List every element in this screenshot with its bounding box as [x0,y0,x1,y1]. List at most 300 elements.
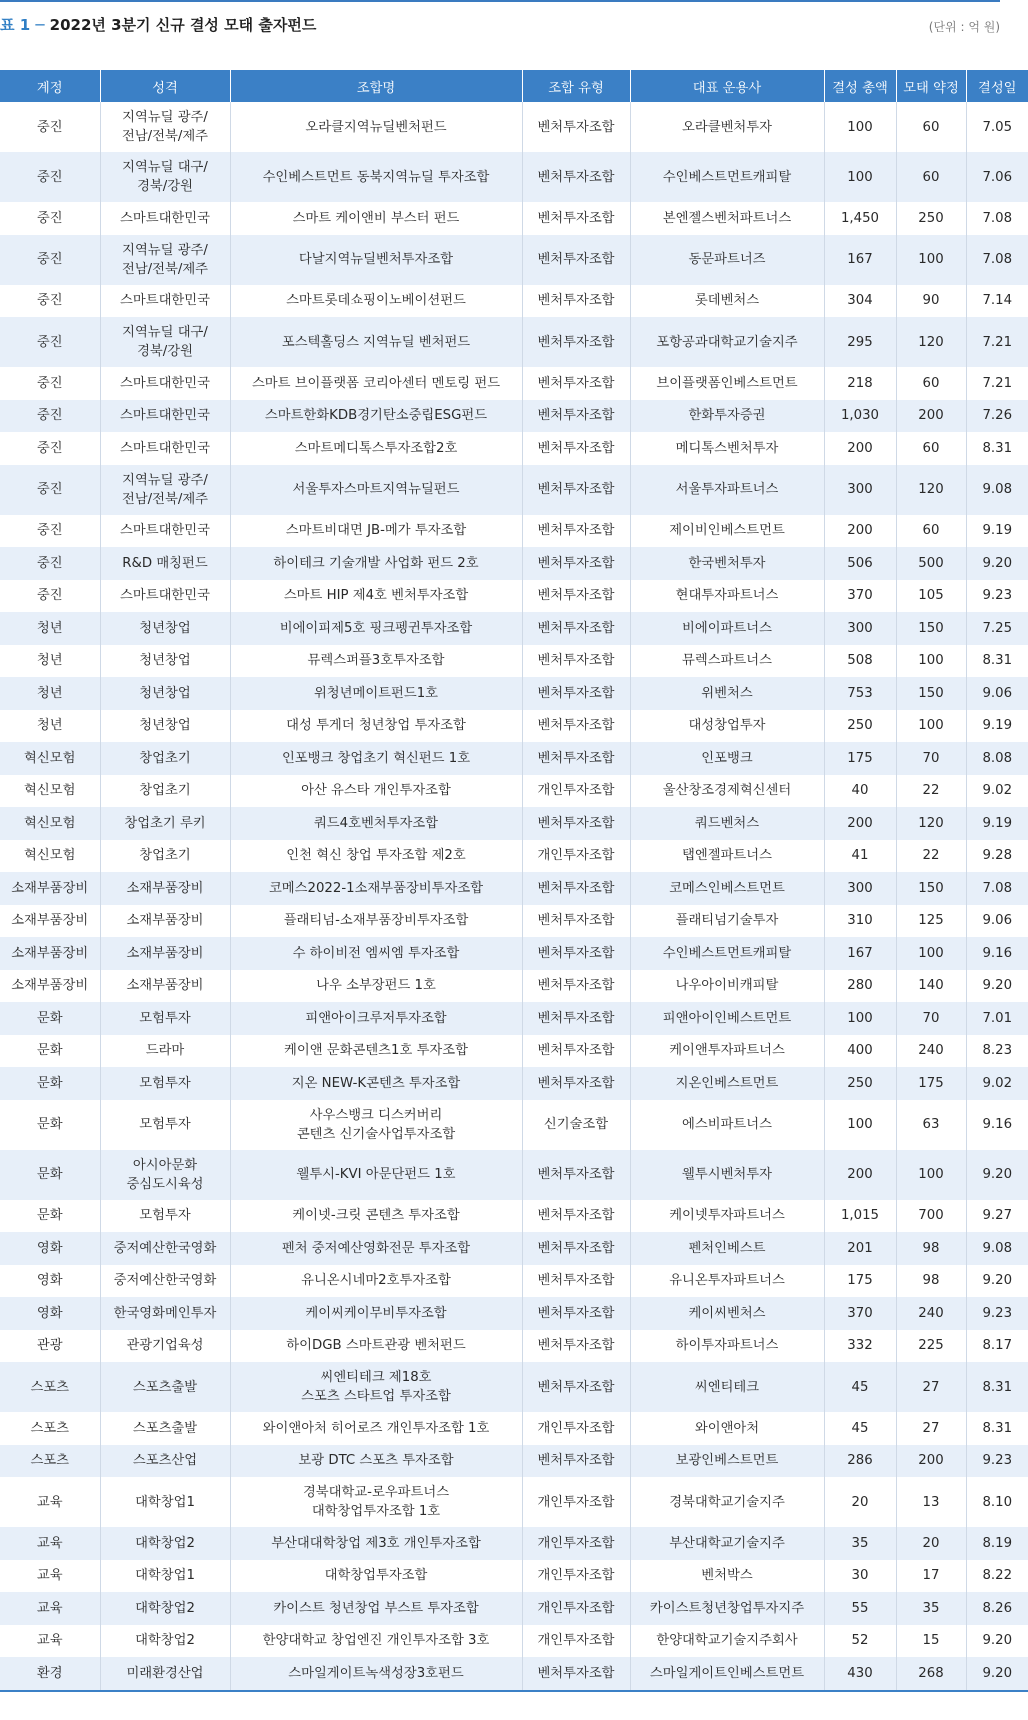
fund-name-cell: 위청년메이트펀드1호 [230,677,522,710]
date-cell: 9.20 [966,1657,1028,1691]
fund-kind-cell: 벤처투자조합 [522,1445,630,1478]
manager-cell: 플래티넘기술투자 [630,905,824,938]
total-cell: 167 [824,937,896,970]
manager-cell: 제이비인베스트먼트 [630,515,824,548]
date-cell: 7.21 [966,317,1028,367]
account-cell: 중진 [0,202,100,235]
fund-name-cell: 하이DGB 스마트관광 벤처펀드 [230,1330,522,1363]
type-cell: 대학창업2 [100,1592,230,1625]
date-cell: 7.25 [966,612,1028,645]
type-cell: 중저예산한국영화 [100,1265,230,1298]
type-cell: 소재부품장비 [100,937,230,970]
fund-kind-cell: 벤처투자조합 [522,152,630,202]
type-cell: 창업초기 [100,742,230,775]
fund-kind-cell: 벤처투자조합 [522,317,630,367]
col-header-type: 성격 [100,70,230,102]
fund-kind-cell: 벤처투자조합 [522,465,630,515]
manager-cell: 위벤처스 [630,677,824,710]
total-cell: 430 [824,1657,896,1691]
type-cell: 스마트대한민국 [100,202,230,235]
commitment-cell: 120 [896,807,966,840]
fund-kind-cell: 개인투자조합 [522,1527,630,1560]
table-row [0,612,1028,645]
fund-name-cell: 한양대학교 창업엔진 개인투자조합 3호 [230,1625,522,1658]
commitment-cell: 200 [896,400,966,433]
manager-cell: 본엔젤스벤처파트너스 [630,202,824,235]
account-cell: 환경 [0,1657,100,1691]
type-cell: 스포츠산업 [100,1445,230,1478]
fund-kind-cell: 벤처투자조합 [522,547,630,580]
manager-cell: 경북대학교기술지주 [630,1477,824,1527]
date-cell: 9.23 [966,1445,1028,1478]
total-cell: 508 [824,645,896,678]
manager-cell: 비에이파트너스 [630,612,824,645]
manager-cell: 울산창조경제혁신센터 [630,775,824,808]
date-cell: 9.20 [966,1625,1028,1658]
date-cell: 8.23 [966,1035,1028,1068]
date-cell: 9.27 [966,1200,1028,1233]
total-cell: 200 [824,1150,896,1200]
manager-cell: 쿼드벤처스 [630,807,824,840]
account-cell: 영화 [0,1232,100,1265]
type-cell: 스마트대한민국 [100,432,230,465]
fund-name-cell: 서울투자스마트지역뉴딜펀드 [230,465,522,515]
commitment-cell: 60 [896,102,966,152]
header-row [0,70,1028,102]
fund-name-cell: 와이앤아처 히어로즈 개인투자조합 1호 [230,1412,522,1445]
table-row [0,937,1028,970]
total-cell: 35 [824,1527,896,1560]
table-row [0,1035,1028,1068]
fund-name-cell: 오라클지역뉴딜벤처펀드 [230,102,522,152]
table-row [0,400,1028,433]
manager-cell: 코메스인베스트먼트 [630,872,824,905]
commitment-cell: 150 [896,612,966,645]
commitment-cell: 98 [896,1265,966,1298]
fund-kind-cell: 벤처투자조합 [522,742,630,775]
account-cell: 교육 [0,1560,100,1593]
account-cell: 중진 [0,235,100,285]
fund-name-cell: 대성 투게더 청년창업 투자조합 [230,710,522,743]
date-cell: 7.14 [966,285,1028,318]
commitment-cell: 100 [896,645,966,678]
date-cell: 8.17 [966,1330,1028,1363]
account-cell: 소재부품장비 [0,905,100,938]
fund-kind-cell: 벤처투자조합 [522,677,630,710]
table-row [0,465,1028,515]
type-cell: 관광기업육성 [100,1330,230,1363]
fund-kind-cell: 벤처투자조합 [522,1330,630,1363]
table-row [0,235,1028,285]
table-row [0,1527,1028,1560]
account-cell: 교육 [0,1527,100,1560]
fund-kind-cell: 벤처투자조합 [522,285,630,318]
table-row [0,677,1028,710]
table-row [0,1100,1028,1150]
commitment-cell: 60 [896,432,966,465]
date-cell: 9.23 [966,580,1028,613]
date-cell: 9.19 [966,807,1028,840]
manager-cell: 한국벤처투자 [630,547,824,580]
manager-cell: 서울투자파트너스 [630,465,824,515]
date-cell: 7.08 [966,202,1028,235]
fund-name-cell: 사우스뱅크 디스커버리 콘텐츠 신기술사업투자조합 [230,1100,522,1150]
account-cell: 중진 [0,515,100,548]
table-row [0,580,1028,613]
commitment-cell: 120 [896,465,966,515]
total-cell: 310 [824,905,896,938]
fund-name-cell: 스마트 브이플랫폼 코리아센터 멘토링 펀드 [230,367,522,400]
total-cell: 100 [824,1100,896,1150]
date-cell: 9.02 [966,775,1028,808]
date-cell: 7.08 [966,872,1028,905]
fund-kind-cell: 벤처투자조합 [522,580,630,613]
date-cell: 7.06 [966,152,1028,202]
date-cell: 9.23 [966,1297,1028,1330]
type-cell: 대학창업2 [100,1625,230,1658]
fund-name-cell: 하이테크 기술개발 사업화 펀드 2호 [230,547,522,580]
commitment-cell: 63 [896,1100,966,1150]
type-cell: 스포츠출발 [100,1362,230,1412]
date-cell: 9.06 [966,677,1028,710]
manager-cell: 웰투시벤처투자 [630,1150,824,1200]
manager-cell: 오라클벤처투자 [630,102,824,152]
fund-name-cell: 지온 NEW-K콘텐츠 투자조합 [230,1067,522,1100]
commitment-cell: 13 [896,1477,966,1527]
type-cell: 청년창업 [100,677,230,710]
manager-cell: 와이앤아처 [630,1412,824,1445]
fund-kind-cell: 벤처투자조합 [522,1362,630,1412]
fund-kind-cell: 개인투자조합 [522,1592,630,1625]
type-cell: 창업초기 [100,840,230,873]
fund-name-cell: 인천 혁신 창업 투자조합 제2호 [230,840,522,873]
total-cell: 201 [824,1232,896,1265]
total-cell: 41 [824,840,896,873]
table-row [0,1625,1028,1658]
fund-kind-cell: 벤처투자조합 [522,515,630,548]
account-cell: 청년 [0,710,100,743]
manager-cell: 뮤렉스파트너스 [630,645,824,678]
unit-note: (단위 : 억 원) [928,20,1000,34]
manager-cell: 에스비파트너스 [630,1100,824,1150]
total-cell: 100 [824,1002,896,1035]
account-cell: 중진 [0,580,100,613]
commitment-cell: 240 [896,1035,966,1068]
account-cell: 소재부품장비 [0,970,100,1003]
commitment-cell: 98 [896,1232,966,1265]
manager-cell: 스마일게이트인베스트먼트 [630,1657,824,1691]
commitment-cell: 60 [896,367,966,400]
type-cell: 대학창업1 [100,1477,230,1527]
fund-kind-cell: 벤처투자조합 [522,612,630,645]
type-cell: 청년창업 [100,645,230,678]
table-title [0,14,316,35]
date-cell: 9.19 [966,710,1028,743]
col-header-total: 결성 총액 [824,70,896,102]
account-cell: 스포츠 [0,1412,100,1445]
date-cell: 8.26 [966,1592,1028,1625]
type-cell: 스마트대한민국 [100,367,230,400]
date-cell: 8.19 [966,1527,1028,1560]
table-row [0,1150,1028,1200]
type-cell: 스마트대한민국 [100,400,230,433]
table-row [0,807,1028,840]
account-cell: 중진 [0,400,100,433]
total-cell: 280 [824,970,896,1003]
account-cell: 문화 [0,1200,100,1233]
fund-kind-cell: 벤처투자조합 [522,1035,630,1068]
fund-kind-cell: 신기술조합 [522,1100,630,1150]
commitment-cell: 17 [896,1560,966,1593]
fund-name-cell: 스마트롯데쇼핑이노베이션펀드 [230,285,522,318]
type-cell: 대학창업1 [100,1560,230,1593]
type-cell: 청년창업 [100,612,230,645]
table-row [0,872,1028,905]
total-cell: 45 [824,1412,896,1445]
commitment-cell: 150 [896,677,966,710]
fund-name-cell: 비에이피제5호 핑크펭귄투자조합 [230,612,522,645]
total-cell: 332 [824,1330,896,1363]
date-cell: 8.31 [966,1412,1028,1445]
manager-cell: 케이넷투자파트너스 [630,1200,824,1233]
account-cell: 문화 [0,1035,100,1068]
account-cell: 영화 [0,1265,100,1298]
commitment-cell: 90 [896,285,966,318]
total-cell: 286 [824,1445,896,1478]
account-cell: 청년 [0,612,100,645]
manager-cell: 수인베스트먼트캐피탈 [630,937,824,970]
fund-name-cell: 뮤렉스퍼플3호투자조합 [230,645,522,678]
total-cell: 45 [824,1362,896,1412]
manager-cell: 포항공과대학교기술지주 [630,317,824,367]
fund-name-cell: 대학창업투자조합 [230,1560,522,1593]
title-row [0,10,1000,40]
fund-name-cell: 카이스트 청년창업 부스트 투자조합 [230,1592,522,1625]
table-row [0,202,1028,235]
fund-name-cell: 나우 소부장펀드 1호 [230,970,522,1003]
manager-cell: 펜처인베스트 [630,1232,824,1265]
date-cell: 9.20 [966,1265,1028,1298]
date-cell: 8.08 [966,742,1028,775]
type-cell: 아시아문화 중심도시육성 [100,1150,230,1200]
table-row [0,515,1028,548]
commitment-cell: 100 [896,1150,966,1200]
manager-cell: 탭엔젤파트너스 [630,840,824,873]
manager-cell: 현대투자파트너스 [630,580,824,613]
fund-kind-cell: 벤처투자조합 [522,710,630,743]
total-cell: 506 [824,547,896,580]
type-cell: 중저예산한국영화 [100,1232,230,1265]
fund-kind-cell: 벤처투자조합 [522,970,630,1003]
date-cell: 9.19 [966,515,1028,548]
table-row [0,1362,1028,1412]
manager-cell: 부산대학교기술지주 [630,1527,824,1560]
account-cell: 중진 [0,547,100,580]
account-cell: 중진 [0,367,100,400]
type-cell: 모험투자 [100,1100,230,1150]
fund-name-cell: 스마트메디톡스투자조합2호 [230,432,522,465]
fund-name-cell: 스마트한화KDB경기탄소중립ESG펀드 [230,400,522,433]
table-row [0,1560,1028,1593]
date-cell: 9.28 [966,840,1028,873]
commitment-cell: 240 [896,1297,966,1330]
account-cell: 문화 [0,1067,100,1100]
table-row [0,775,1028,808]
fund-kind-cell: 벤처투자조합 [522,1657,630,1691]
fund-name-cell: 경북대학교-로우파트너스 대학창업투자조합 1호 [230,1477,522,1527]
date-cell: 8.31 [966,645,1028,678]
manager-cell: 보광인베스트먼트 [630,1445,824,1478]
commitment-cell: 100 [896,235,966,285]
commitment-cell: 125 [896,905,966,938]
manager-cell: 벤처박스 [630,1560,824,1593]
type-cell: 소재부품장비 [100,872,230,905]
total-cell: 1,015 [824,1200,896,1233]
top-rule [0,0,1000,2]
total-cell: 300 [824,465,896,515]
manager-cell: 하이투자파트너스 [630,1330,824,1363]
fund-name-cell: 아산 유스타 개인투자조합 [230,775,522,808]
total-cell: 200 [824,807,896,840]
fund-name-cell: 피앤아이크루저투자조합 [230,1002,522,1035]
table-row [0,1297,1028,1330]
account-cell: 소재부품장비 [0,872,100,905]
total-cell: 250 [824,1067,896,1100]
table-row [0,1232,1028,1265]
table-row [0,432,1028,465]
type-cell: 지역뉴딜 대구/ 경북/강원 [100,152,230,202]
fund-kind-cell: 벤처투자조합 [522,872,630,905]
date-cell: 8.31 [966,432,1028,465]
fund-name-cell: 인포뱅크 창업초기 혁신펀드 1호 [230,742,522,775]
fund-kind-cell: 벤처투자조합 [522,202,630,235]
manager-cell: 브이플랫폼인베스트먼트 [630,367,824,400]
account-cell: 중진 [0,317,100,367]
table-row [0,970,1028,1003]
fund-kind-cell: 벤처투자조합 [522,1150,630,1200]
table-row [0,1592,1028,1625]
commitment-cell: 250 [896,202,966,235]
fund-name-cell: 유니온시네마2호투자조합 [230,1265,522,1298]
date-cell: 9.08 [966,465,1028,515]
table-row [0,152,1028,202]
col-header-account: 계정 [0,70,100,102]
manager-cell: 동문파트너즈 [630,235,824,285]
fund-name-cell: 플래티넘-소재부품장비투자조합 [230,905,522,938]
table-row [0,840,1028,873]
type-cell: 스마트대한민국 [100,285,230,318]
fund-name-cell: 케이씨케이무비투자조합 [230,1297,522,1330]
col-header-date: 결성일 [966,70,1028,102]
fund-name-cell: 스마트 케이앤비 부스터 펀드 [230,202,522,235]
date-cell: 9.02 [966,1067,1028,1100]
table-row [0,710,1028,743]
type-cell: 지역뉴딜 광주/ 전남/전북/제주 [100,102,230,152]
date-cell: 9.20 [966,1150,1028,1200]
total-cell: 100 [824,102,896,152]
total-cell: 200 [824,432,896,465]
fund-kind-cell: 벤처투자조합 [522,1002,630,1035]
table-number-label: 표 1 ─ [0,16,45,34]
table-row [0,285,1028,318]
col-header-manager: 대표 운용사 [630,70,824,102]
fund-kind-cell: 벤처투자조합 [522,367,630,400]
fund-kind-cell: 개인투자조합 [522,1412,630,1445]
table-row [0,1067,1028,1100]
total-cell: 370 [824,580,896,613]
manager-cell: 메디톡스벤처투자 [630,432,824,465]
fund-kind-cell: 개인투자조합 [522,1477,630,1527]
fund-name-cell: 케이넷-크릿 콘텐츠 투자조합 [230,1200,522,1233]
account-cell: 교육 [0,1625,100,1658]
account-cell: 문화 [0,1100,100,1150]
total-cell: 167 [824,235,896,285]
fund-name-cell: 스마트 HIP 제4호 벤처투자조합 [230,580,522,613]
commitment-cell: 20 [896,1527,966,1560]
account-cell: 혁신모험 [0,742,100,775]
fund-name-cell: 씨엔티테크 제18호 스포츠 스타트업 투자조합 [230,1362,522,1412]
table-row [0,1477,1028,1527]
type-cell: 미래환경산업 [100,1657,230,1691]
date-cell: 9.16 [966,1100,1028,1150]
table-row [0,1002,1028,1035]
account-cell: 문화 [0,1150,100,1200]
account-cell: 청년 [0,645,100,678]
account-cell: 문화 [0,1002,100,1035]
col-header-fund-name: 조합명 [230,70,522,102]
date-cell: 9.06 [966,905,1028,938]
table-row [0,742,1028,775]
col-header-fund-kind: 조합 유형 [522,70,630,102]
date-cell: 9.16 [966,937,1028,970]
fund-name-cell: 코메스2022-1소재부품장비투자조합 [230,872,522,905]
fund-kind-cell: 벤처투자조합 [522,1265,630,1298]
commitment-cell: 27 [896,1412,966,1445]
type-cell: 스마트대한민국 [100,515,230,548]
fund-kind-cell: 개인투자조합 [522,1625,630,1658]
table-row [0,1265,1028,1298]
manager-cell: 피앤아이인베스트먼트 [630,1002,824,1035]
fund-kind-cell: 벤처투자조합 [522,807,630,840]
commitment-cell: 22 [896,775,966,808]
fund-kind-cell: 개인투자조합 [522,775,630,808]
date-cell: 7.08 [966,235,1028,285]
total-cell: 175 [824,1265,896,1298]
fund-name-cell: 케이앤 문화콘텐츠1호 투자조합 [230,1035,522,1068]
table-row [0,645,1028,678]
commitment-cell: 100 [896,710,966,743]
type-cell: 모험투자 [100,1067,230,1100]
total-cell: 175 [824,742,896,775]
commitment-cell: 200 [896,1445,966,1478]
total-cell: 1,030 [824,400,896,433]
table-row [0,317,1028,367]
type-cell: 대학창업2 [100,1527,230,1560]
account-cell: 중진 [0,102,100,152]
total-cell: 370 [824,1297,896,1330]
manager-cell: 유니온투자파트너스 [630,1265,824,1298]
table-body [0,102,1028,1691]
commitment-cell: 70 [896,1002,966,1035]
type-cell: 스마트대한민국 [100,580,230,613]
commitment-cell: 70 [896,742,966,775]
total-cell: 200 [824,515,896,548]
commitment-cell: 700 [896,1200,966,1233]
account-cell: 스포츠 [0,1445,100,1478]
type-cell: 창업초기 루키 [100,807,230,840]
account-cell: 교육 [0,1592,100,1625]
fund-name-cell: 부산대대학창업 제3호 개인투자조합 [230,1527,522,1560]
